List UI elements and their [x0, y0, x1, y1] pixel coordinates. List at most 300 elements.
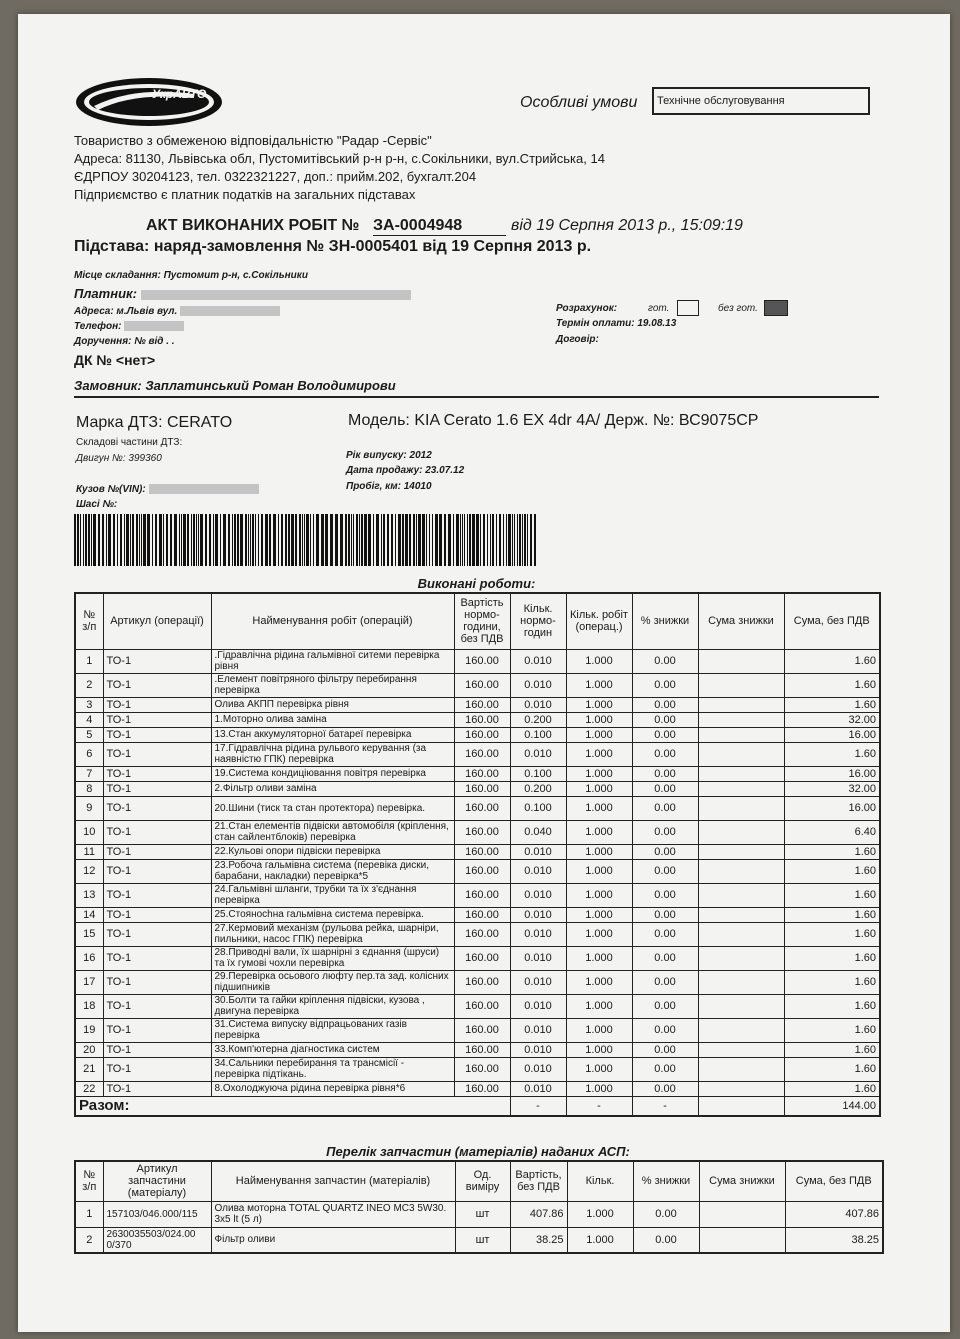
works-cell-discount-percent: 0.00 [632, 1057, 698, 1081]
parts-cell-part-name: Олива моторна TOTAL QUARTZ INEO MC3 5W30. 3x5 lt (5 л) [211, 1201, 455, 1227]
place-of-issue: Місце складання: Пустомит р-н, с.Сокільники [74, 270, 308, 281]
works-cell-article: ТО-1 [103, 796, 211, 820]
works-cell-hour-price: 160.00 [454, 994, 510, 1018]
works-cell-discount-percent: 0.00 [632, 994, 698, 1018]
works-cell-discount-percent: 0.00 [632, 649, 698, 673]
barcode-bar [139, 514, 140, 566]
barcode-bar [132, 514, 134, 566]
works-cell-qty: 1.000 [566, 859, 632, 883]
barcode-bar [108, 514, 111, 566]
logo-text: УкрАВТО [152, 87, 207, 101]
parts-header-discount-percent: % знижки [633, 1161, 699, 1201]
works-cell-article: ТО-1 [103, 907, 211, 922]
works-cell-article: ТО-1 [103, 946, 211, 970]
works-cell-qty: 1.000 [566, 673, 632, 697]
barcode-bar [152, 514, 153, 566]
works-table [74, 592, 881, 1117]
works-cell-qty: 1.000 [566, 907, 632, 922]
barcode-bar [373, 514, 374, 566]
barcode-bar [98, 514, 100, 566]
barcode-bar [351, 514, 352, 566]
works-cell-article: ТО-1 [103, 970, 211, 994]
works-cell-qty: 1.000 [566, 1081, 632, 1096]
works-cell-operation-name: 34.Сальники перебирання та трансмісії - перевірка підтікань. [211, 1057, 454, 1081]
barcode-bar [391, 514, 393, 566]
works-cell-discount-percent: 0.00 [632, 1018, 698, 1042]
barcode-bar [200, 514, 203, 566]
barcode-bar [527, 514, 528, 566]
works-header-row-number: № з/п [75, 593, 103, 649]
barcode-bar [183, 514, 186, 566]
barcode-bar [295, 514, 297, 566]
barcode-bar [456, 514, 459, 566]
works-cell-hours: 0.010 [510, 673, 566, 697]
works-cell-hour-price: 160.00 [454, 907, 510, 922]
barcode-bar [299, 514, 301, 566]
table-row [75, 859, 880, 883]
total-sum: 144.00 [784, 1096, 880, 1116]
barcode-bar [124, 514, 125, 566]
works-cell-hours: 0.010 [510, 922, 566, 946]
barcode-bar [359, 514, 360, 566]
address-redacted [180, 306, 280, 316]
barcode-bar [83, 514, 84, 566]
works-cell-qty: 1.000 [566, 844, 632, 859]
works-cell-qty: 1.000 [566, 796, 632, 820]
barcode-bar [517, 514, 518, 566]
works-cell-discount-percent: 0.00 [632, 712, 698, 727]
works-header-hour-price: Вартість нормо-години, без ПДВ [454, 593, 510, 649]
table-row [75, 781, 880, 796]
works-cell-operation-name: 30.Болти та гайки кріплення підвіски, кузова , двигуна перевірка [211, 994, 454, 1018]
act-basis: Підстава: наряд-замовлення № ЗН-0005401 від 19 Серпня 2013 р. [74, 238, 592, 255]
works-cell-article: ТО-1 [103, 922, 211, 946]
barcode-bar [228, 514, 230, 566]
works-cell-discount-sum [698, 766, 784, 781]
works-cell-discount-sum [698, 697, 784, 712]
noncash-checkbox [764, 300, 788, 316]
works-cell-discount-percent: 0.00 [632, 697, 698, 712]
table-row [75, 697, 880, 712]
barcode-bar [232, 514, 233, 566]
company-name: Товариство з обмеженою відповідальністю "Радар -Сервіс" [74, 133, 432, 148]
barcode-bar [469, 514, 471, 566]
works-cell-qty: 1.000 [566, 727, 632, 742]
works-cell-qty: 1.000 [566, 712, 632, 727]
works-cell-operation-name: 31.Система випуску відпрацьованих газів перевірка [211, 1018, 454, 1042]
works-cell-sum: 1.60 [784, 1057, 880, 1081]
works-cell-discount-percent: 0.00 [632, 796, 698, 820]
works-cell-hours: 0.010 [510, 697, 566, 712]
works-cell-hour-price: 160.00 [454, 859, 510, 883]
works-cell-hour-price: 160.00 [454, 796, 510, 820]
barcode-bar [530, 514, 532, 566]
barcode-bar [487, 514, 488, 566]
barcode-bar [405, 514, 408, 566]
parts-cell-qty: 1.000 [567, 1227, 633, 1253]
barcode-bar [492, 514, 494, 566]
parts-cell-sum: 407.86 [785, 1201, 883, 1227]
works-cell-operation-name: 22.Кульові опори підвіски перевірка [211, 844, 454, 859]
works-cell-hour-price: 160.00 [454, 781, 510, 796]
works-cell-hour-price: 160.00 [454, 844, 510, 859]
barcode-bar [113, 514, 115, 566]
barcode-bar [429, 514, 430, 566]
barcode-bar [514, 514, 515, 566]
sale-date: Дата продажу: 23.07.12 [346, 465, 465, 476]
works-cell-article: ТО-1 [103, 766, 211, 781]
barcode-bar [237, 514, 239, 566]
table-row [75, 844, 880, 859]
works-cell-article: ТО-1 [103, 994, 211, 1018]
barcode-bar [490, 514, 491, 566]
works-cell-discount-percent: 0.00 [632, 970, 698, 994]
table-row [75, 1018, 880, 1042]
works-cell-qty: 1.000 [566, 946, 632, 970]
barcode-bar [519, 514, 521, 566]
parts-cell-part-name: Фільтр оливи [211, 1227, 455, 1253]
barcode-bar [265, 514, 268, 566]
works-header-qty: Кільк. робіт (операц.) [566, 593, 632, 649]
works-cell-discount-sum [698, 946, 784, 970]
barcode-bar [439, 514, 442, 566]
works-cell-qty: 1.000 [566, 781, 632, 796]
barcode-bar [120, 514, 122, 566]
works-cell-hours: 0.010 [510, 1057, 566, 1081]
parts-header-sum: Сума, без ПДВ [785, 1161, 883, 1201]
works-cell-sum: 1.60 [784, 922, 880, 946]
works-cell-article: ТО-1 [103, 820, 211, 844]
works-cell-sum: 32.00 [784, 712, 880, 727]
act-number: ЗА-0004948 [373, 217, 506, 236]
barcode-bar [522, 514, 523, 566]
works-cell-discount-percent: 0.00 [632, 946, 698, 970]
barcode-bar [88, 514, 90, 566]
works-cell-row-number: 3 [75, 697, 103, 712]
works-cell-row-number: 2 [75, 673, 103, 697]
works-cell-qty: 1.000 [566, 1057, 632, 1081]
barcode-bar [198, 514, 199, 566]
works-cell-operation-name: 25.Стоянochна гальмівна система перевірка. [211, 907, 454, 922]
parts-cell-qty: 1.000 [567, 1201, 633, 1227]
works-cell-sum: 1.60 [784, 697, 880, 712]
barcode-bar [306, 514, 309, 566]
barcode-bar [213, 514, 214, 566]
works-cell-article: ТО-1 [103, 781, 211, 796]
barcode-bar [453, 514, 454, 566]
works-cell-hours: 0.010 [510, 907, 566, 922]
works-cell-sum: 6.40 [784, 820, 880, 844]
works-cell-row-number: 17 [75, 970, 103, 994]
works-cell-hour-price: 160.00 [454, 946, 510, 970]
company-info [74, 132, 605, 204]
payer-row [74, 286, 411, 301]
parts-header-article: Артикул запчастини (матеріалу) [103, 1161, 211, 1201]
works-cell-sum: 32.00 [784, 781, 880, 796]
barcode-bar [136, 514, 138, 566]
works-cell-operation-name: 20.Шини (тиск та стан протектора) перевірка. [211, 796, 454, 820]
works-cell-hours: 0.010 [510, 883, 566, 907]
works-cell-article: ТО-1 [103, 1057, 211, 1081]
table-row [75, 742, 880, 766]
works-cell-operation-name: 29.Перевірка осьового люфту пер.та зад. колісних підшипників [211, 970, 454, 994]
barcode-bar [234, 514, 236, 566]
works-cell-hours: 0.100 [510, 727, 566, 742]
parts-cell-discount-percent: 0.00 [633, 1227, 699, 1253]
barcode-bar [398, 514, 401, 566]
works-cell-sum: 1.60 [784, 1042, 880, 1057]
contract: Договір: [556, 334, 599, 345]
barcode-bar [288, 514, 290, 566]
barcode-bar [215, 514, 218, 566]
barcode-bar [258, 514, 259, 566]
parts-title: Перелік запчастин (матеріалів) наданих АСП: [326, 1144, 630, 1159]
works-cell-discount-percent: 0.00 [632, 673, 698, 697]
works-cell-row-number: 11 [75, 844, 103, 859]
works-cell-discount-percent: 0.00 [632, 907, 698, 922]
works-cell-discount-sum [698, 844, 784, 859]
works-cell-discount-percent: 0.00 [632, 1081, 698, 1096]
works-cell-discount-sum [698, 922, 784, 946]
barcode-bar [143, 514, 146, 566]
works-cell-discount-sum [698, 673, 784, 697]
barcode-bar [170, 514, 172, 566]
works-cell-hour-price: 160.00 [454, 820, 510, 844]
barcode-bar [126, 514, 129, 566]
barcode-bar [77, 514, 79, 566]
payer-redacted [141, 290, 411, 300]
works-cell-qty: 1.000 [566, 697, 632, 712]
barcode-bar [223, 514, 226, 566]
works-cell-discount-sum [698, 859, 784, 883]
works-cell-hour-price: 160.00 [454, 883, 510, 907]
works-cell-row-number: 8 [75, 781, 103, 796]
barcode-bar [117, 514, 118, 566]
barcode-bar [220, 514, 221, 566]
works-cell-hours: 0.100 [510, 796, 566, 820]
barcode-bar [302, 514, 303, 566]
parts-cell-row-number: 2 [75, 1227, 103, 1253]
special-conditions-label: Особливі умови [520, 94, 638, 111]
barcode-bar [130, 514, 131, 566]
works-cell-discount-percent: 0.00 [632, 883, 698, 907]
works-cell-row-number: 21 [75, 1057, 103, 1081]
barcode-bar [413, 514, 415, 566]
works-cell-hour-price: 160.00 [454, 742, 510, 766]
table-row [75, 820, 880, 844]
barcode-bar [187, 514, 189, 566]
barcode-bar [147, 514, 150, 566]
table-row [75, 1057, 880, 1081]
works-cell-sum: 16.00 [784, 766, 880, 781]
vehicle-brand: Марка ДТЗ: CERATO [76, 414, 233, 431]
table-row [75, 712, 880, 727]
works-cell-discount-sum [698, 820, 784, 844]
works-cell-discount-percent: 0.00 [632, 1042, 698, 1057]
works-header-article: Артикул (операції) [103, 593, 211, 649]
barcode-bar [205, 514, 207, 566]
barcode-bar [361, 514, 363, 566]
barcode-bar [304, 514, 305, 566]
barcode-bar [472, 514, 475, 566]
works-cell-operation-name: 24.Гальмівні шланги, трубки та їх з'єднання перевірка [211, 883, 454, 907]
works-cell-hours: 0.010 [510, 649, 566, 673]
barcode-bar [252, 514, 254, 566]
works-cell-operation-name: Олива АКПП перевірка рівня [211, 697, 454, 712]
works-cell-discount-percent: 0.00 [632, 844, 698, 859]
barcode-bar [155, 514, 157, 566]
works-cell-sum: 1.60 [784, 1081, 880, 1096]
works-cell-operation-name: 21.Стан елементів підвіски автомобіля (кріплення, стан сайлентблоків) перевірка [211, 820, 454, 844]
parts-header-unit: Од. виміру [455, 1161, 510, 1201]
works-cell-qty: 1.000 [566, 820, 632, 844]
barcode [74, 514, 538, 566]
table-row [75, 922, 880, 946]
customer: Замовник: Заплатинський Роман Володимирови [74, 378, 396, 393]
parts-cell-discount-sum [699, 1227, 785, 1253]
works-cell-hours: 0.010 [510, 970, 566, 994]
works-cell-qty: 1.000 [566, 1042, 632, 1057]
works-cell-operation-name: .Гідравлічна рідина гальмівної ситеми перевірка рівня [211, 649, 454, 673]
assignment: Доручення: № від . . [74, 336, 175, 347]
works-cell-discount-sum [698, 796, 784, 820]
table-row [75, 796, 880, 820]
company-address: Адреса: 81130, Львівська обл, Пустомитівський р-н р-н, с.Сокільники, вул.Стрийська, 14 [74, 151, 605, 166]
works-cell-sum: 1.60 [784, 1018, 880, 1042]
works-cell-sum: 1.60 [784, 946, 880, 970]
works-cell-article: ТО-1 [103, 697, 211, 712]
works-cell-hour-price: 160.00 [454, 1042, 510, 1057]
works-cell-row-number: 1 [75, 649, 103, 673]
works-cell-sum: 1.60 [784, 859, 880, 883]
works-cell-row-number: 9 [75, 796, 103, 820]
barcode-bar [381, 514, 382, 566]
works-cell-qty: 1.000 [566, 883, 632, 907]
barcode-bar [261, 514, 263, 566]
barcode-bar [376, 514, 379, 566]
barcode-bar [508, 514, 511, 566]
table-row [75, 1201, 883, 1227]
barcode-bar [340, 514, 343, 566]
noncash-label: без гот. [718, 303, 758, 314]
barcode-bar [281, 514, 283, 566]
barcode-bar [335, 514, 338, 566]
works-cell-operation-name: 28.Приводні вали, їх шарнірні з єднання (шруси) та їх гумові чохли перевірка [211, 946, 454, 970]
works-cell-sum: 16.00 [784, 796, 880, 820]
barcode-bar [269, 514, 271, 566]
works-cell-discount-sum [698, 883, 784, 907]
table-row [75, 907, 880, 922]
body-row [76, 484, 259, 495]
works-cell-discount-sum [698, 907, 784, 922]
works-cell-article: ТО-1 [103, 712, 211, 727]
barcode-bar [464, 514, 465, 566]
barcode-bar [93, 514, 96, 566]
special-conditions-value: Технічне обслуговування [652, 87, 870, 115]
works-title: Виконані роботи: [417, 576, 536, 591]
works-cell-discount-sum [698, 727, 784, 742]
works-cell-row-number: 7 [75, 766, 103, 781]
barcode-bar [193, 514, 195, 566]
barcode-bar [310, 514, 311, 566]
barcode-bar [255, 514, 256, 566]
works-cell-qty: 1.000 [566, 766, 632, 781]
vin-redacted [149, 484, 259, 494]
works-cell-article: ТО-1 [103, 673, 211, 697]
barcode-bar [179, 514, 180, 566]
table-row [75, 766, 880, 781]
barcode-bar [245, 514, 247, 566]
works-header-discount-percent: % знижки [632, 593, 698, 649]
works-cell-hour-price: 160.00 [454, 970, 510, 994]
works-cell-hours: 0.010 [510, 1042, 566, 1057]
works-cell-row-number: 4 [75, 712, 103, 727]
barcode-bar [181, 514, 182, 566]
works-cell-article: ТО-1 [103, 649, 211, 673]
works-cell-discount-sum [698, 1018, 784, 1042]
works-cell-hour-price: 160.00 [454, 766, 510, 781]
body-label: Кузов №(VIN): [76, 484, 146, 495]
works-cell-article: ТО-1 [103, 1018, 211, 1042]
phone-label: Телефон: [74, 321, 122, 332]
address-label: Адреса: м.Львів вул. [74, 306, 178, 317]
barcode-bar [240, 514, 243, 566]
works-cell-sum: 1.60 [784, 907, 880, 922]
act-title: АКТ ВИКОНАНИХ РОБІТ № [146, 217, 360, 234]
barcode-bar [426, 514, 427, 566]
works-cell-hours: 0.040 [510, 820, 566, 844]
works-cell-hours: 0.200 [510, 781, 566, 796]
barcode-bar [364, 514, 367, 566]
works-cell-row-number: 22 [75, 1081, 103, 1096]
works-cell-operation-name: 13.Стан аккумуляторної батареї перевірка [211, 727, 454, 742]
works-cell-hours: 0.100 [510, 766, 566, 781]
works-cell-qty: 1.000 [566, 649, 632, 673]
barcode-bar [250, 514, 251, 566]
works-cell-discount-sum [698, 742, 784, 766]
barcode-bar [402, 514, 404, 566]
works-cell-hour-price: 160.00 [454, 1057, 510, 1081]
parts-cell-price: 407.86 [510, 1201, 567, 1227]
works-cell-discount-sum [698, 649, 784, 673]
barcode-bar [325, 514, 328, 566]
works-header-hours: Кільк. нормо-годин [510, 593, 566, 649]
table-row [75, 649, 880, 673]
table-row [75, 1042, 880, 1057]
parts-cell-row-number: 1 [75, 1201, 103, 1227]
barcode-bar [102, 514, 104, 566]
barcode-bar [499, 514, 501, 566]
works-cell-hours: 0.010 [510, 859, 566, 883]
parts-cell-discount-sum [699, 1201, 785, 1227]
barcode-bar [348, 514, 350, 566]
works-cell-discount-sum [698, 1081, 784, 1096]
works-cell-article: ТО-1 [103, 1042, 211, 1057]
barcode-bar [476, 514, 479, 566]
table-row [75, 727, 880, 742]
works-header-sum: Сума, без ПДВ [784, 593, 880, 649]
works-cell-discount-sum [698, 712, 784, 727]
barcode-bar [480, 514, 481, 566]
works-cell-article: ТО-1 [103, 727, 211, 742]
works-header-discount-sum: Сума знижки [698, 593, 784, 649]
works-cell-discount-sum [698, 994, 784, 1018]
works-cell-discount-sum [698, 781, 784, 796]
cash-checkbox [677, 300, 699, 316]
barcode-bar [409, 514, 411, 566]
barcode-bar [483, 514, 485, 566]
parts-cell-article: 157103/046.000/115 [103, 1201, 211, 1227]
